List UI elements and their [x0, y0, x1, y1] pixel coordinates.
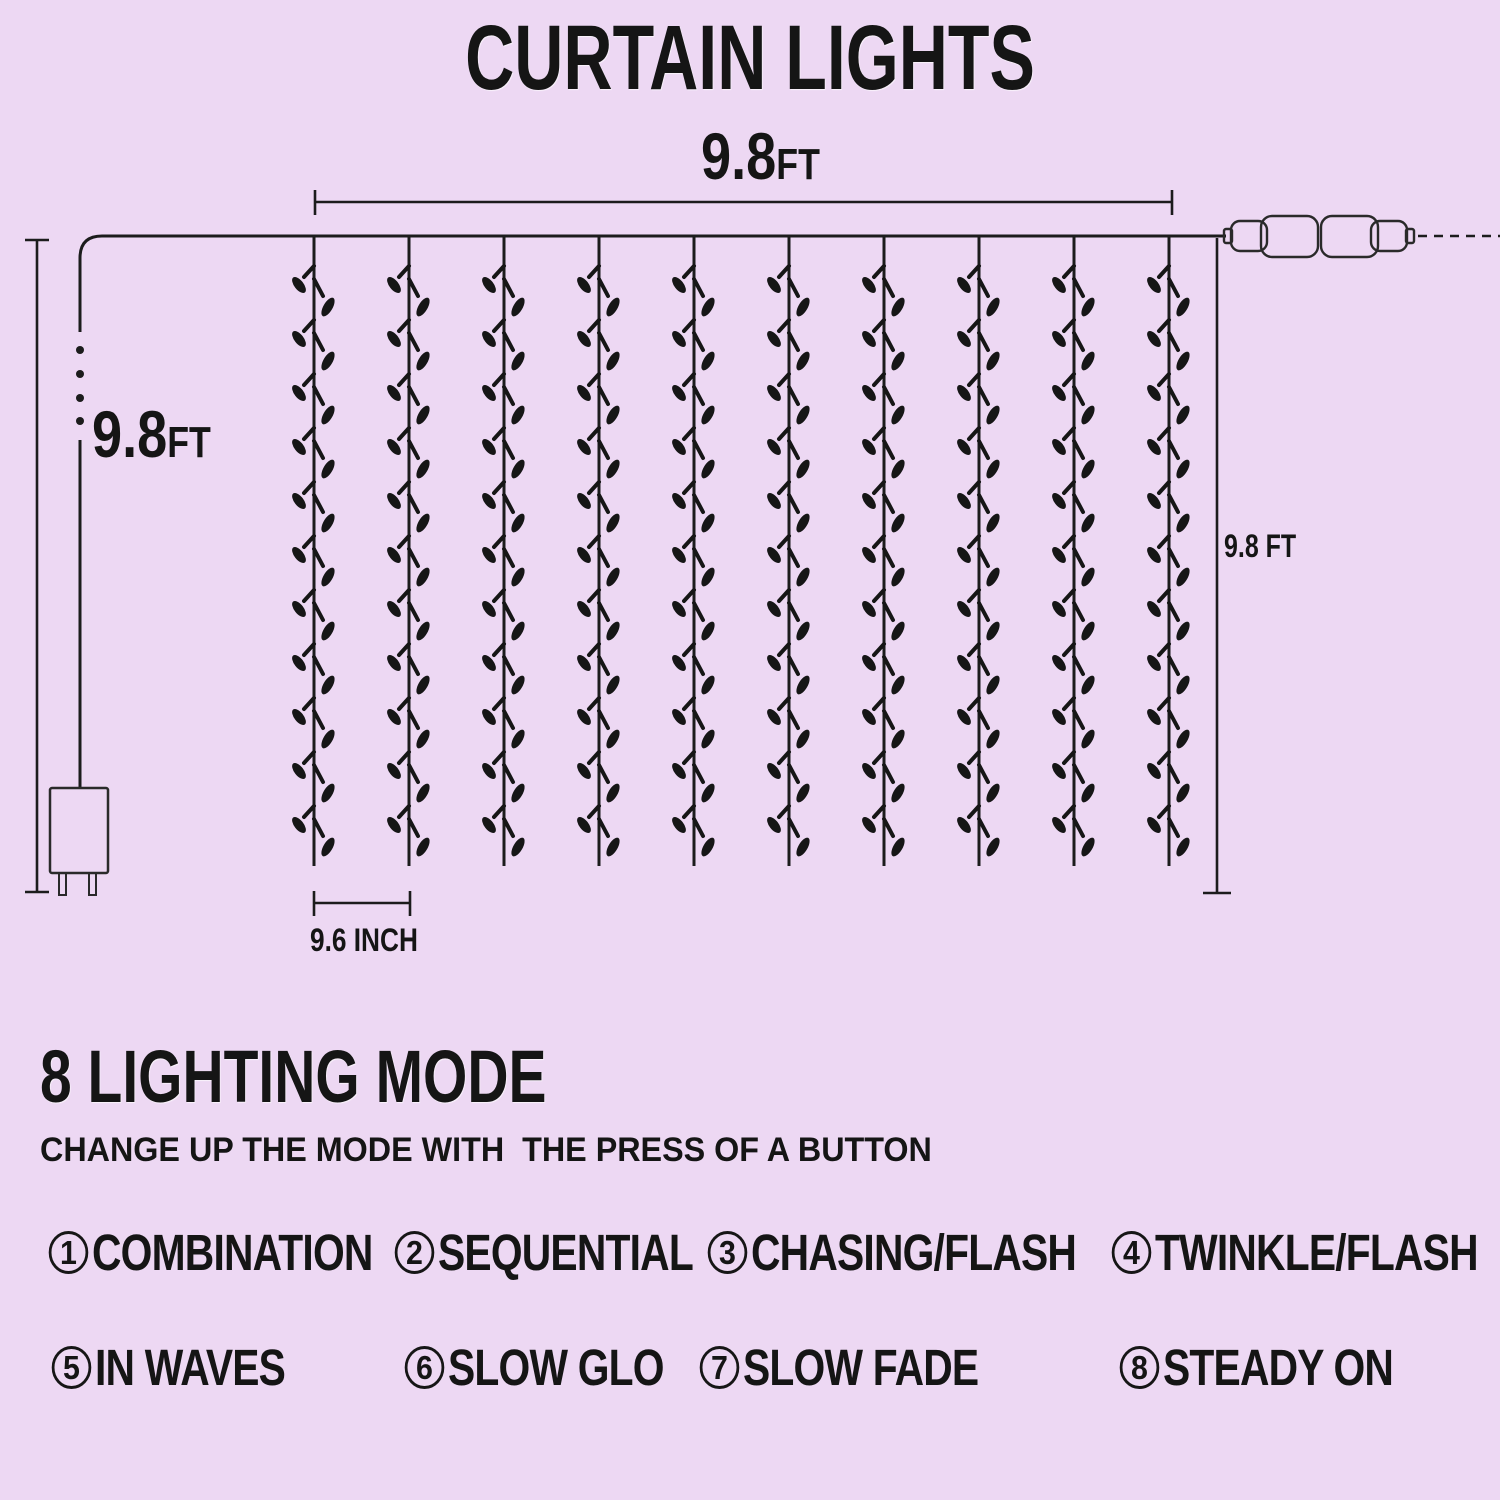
- mode-label: SLOW GLO: [448, 1339, 664, 1396]
- mode-label: STEADY ON: [1163, 1339, 1394, 1396]
- height-measure-left: [25, 240, 49, 892]
- light-strand: [480, 236, 528, 866]
- height-dimension-label-left: 9.8FT: [92, 397, 211, 471]
- width-dimension-label: 9.8FT: [701, 119, 820, 193]
- mode-number-badge: 7: [700, 1346, 740, 1389]
- mode-item-steady-on: [1118, 1339, 1451, 1396]
- light-strand: [860, 236, 908, 866]
- light-strand: [1145, 236, 1193, 866]
- mode-label: IN WAVES: [95, 1339, 286, 1396]
- mode-label: TWINKLE/FLASH: [1155, 1224, 1478, 1281]
- light-strand: [955, 236, 1003, 866]
- height-dimension-label-right: 9.8 FT: [1224, 528, 1297, 564]
- mode-item-slow-glo: [403, 1339, 718, 1396]
- mode-item-twinkle-flash: [1110, 1224, 1500, 1281]
- spacing-dimension-label: 9.6 INCH: [310, 922, 418, 958]
- cord-dots: [76, 346, 84, 425]
- mode-number-badge: 4: [1112, 1231, 1152, 1274]
- modes-heading: 8 LIGHTING MODE: [40, 1035, 547, 1118]
- page-title: CURTAIN LIGHTS: [465, 7, 1035, 109]
- power-cord: [76, 236, 1226, 788]
- mode-item-in-waves: [50, 1339, 333, 1396]
- mode-label: COMBINATION: [92, 1224, 373, 1281]
- modes-subheading: CHANGE UP THE MODE WITH THE PRESS OF A BUTTON: [40, 1131, 932, 1169]
- mode-number-badge: 5: [52, 1346, 92, 1389]
- power-plug-icon: [50, 788, 108, 895]
- spacing-measure-line: [314, 891, 410, 916]
- light-strand: [765, 236, 813, 866]
- mode-label: SLOW FADE: [743, 1339, 979, 1396]
- light-strand: [1050, 236, 1098, 866]
- mode-item-slow-fade: [698, 1339, 1037, 1396]
- light-strand: [670, 236, 718, 866]
- mode-number-badge: 2: [395, 1231, 435, 1274]
- mode-label: SEQUENTIAL: [438, 1224, 693, 1281]
- mode-number-badge: 6: [405, 1346, 445, 1389]
- mode-label: CHASING/FLASH: [751, 1224, 1077, 1281]
- connector-plugs-icon: [1224, 216, 1414, 257]
- mode-item-chasing-flash: [706, 1224, 1157, 1281]
- mode-number-badge: 8: [1120, 1346, 1160, 1389]
- mode-number-badge: 3: [708, 1231, 748, 1274]
- mode-item-combination: [47, 1224, 443, 1281]
- mode-number-badge: 1: [49, 1231, 89, 1274]
- light-strand: [575, 236, 623, 866]
- mode-item-sequential: [393, 1224, 757, 1281]
- light-strands: [290, 236, 1193, 866]
- height-measure-right: [1203, 238, 1231, 893]
- light-strand: [385, 236, 433, 866]
- light-strand: [290, 236, 338, 866]
